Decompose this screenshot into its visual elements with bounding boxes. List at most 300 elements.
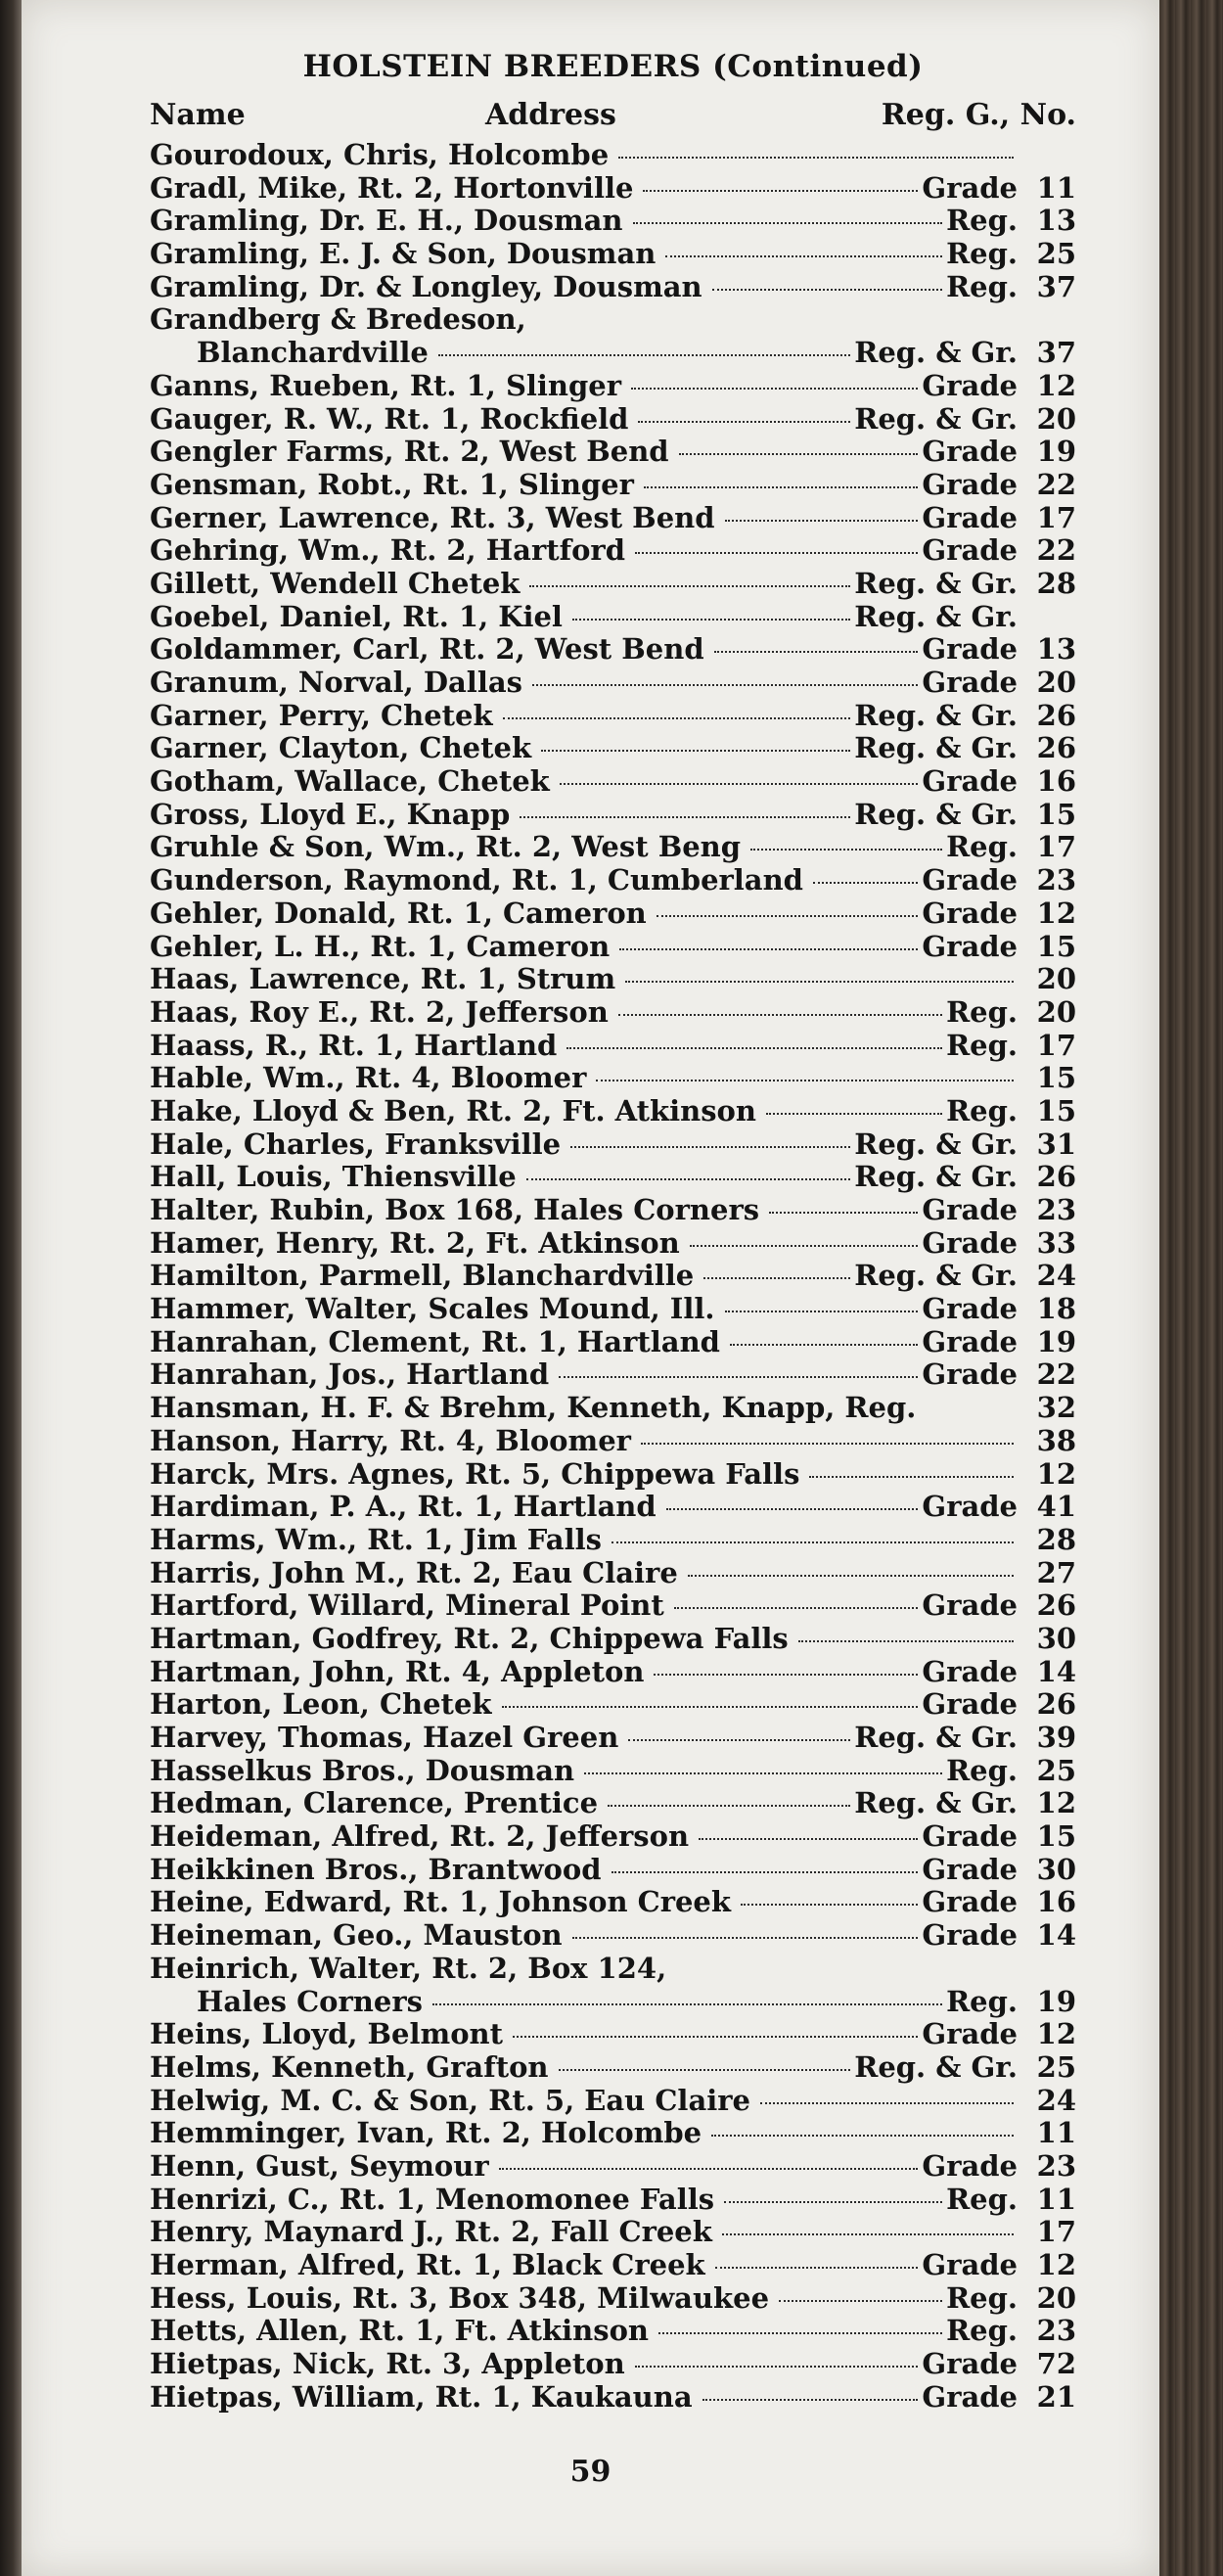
dot-leader: [813, 882, 918, 884]
registration-status: Grade: [922, 1225, 1018, 1260]
registration-status: Reg. & Gr.: [854, 336, 1018, 370]
page-number: 59: [569, 2455, 612, 2489]
herd-count: 26: [1036, 1687, 1076, 1722]
breeder-row: [130, 238, 1076, 271]
registration-status: Grade: [922, 1357, 1018, 1392]
breeder-name-address: Hietpas, William, Rt. 1, Kaukauna: [150, 2379, 693, 2414]
breeder-name-address: Gunderson, Raymond, Rt. 1, Cumberland: [150, 863, 803, 897]
dot-leader: [618, 157, 1014, 159]
column-header-name: Name: [150, 98, 246, 132]
herd-count: 15: [1036, 1819, 1076, 1854]
breeder-row: [130, 1787, 1076, 1820]
breeder-row: [130, 2216, 1076, 2249]
herd-count: 20: [1036, 2280, 1076, 2315]
dot-leader: [750, 849, 942, 851]
breeder-name-address: Hemminger, Ivan, Rt. 2, Holcombe: [150, 2116, 702, 2150]
dot-leader: [502, 1706, 919, 1708]
breeder-name-address: Gotham, Wallace, Chetek: [150, 764, 550, 799]
breeder-row: [130, 172, 1076, 206]
breeder-name-address: Heine, Edward, Rt. 1, Johnson Creek: [150, 1885, 731, 1919]
breeder-name-address: Hammer, Walter, Scales Mound, Ill.: [150, 1292, 715, 1326]
herd-count: 30: [1036, 1621, 1076, 1655]
dot-leader: [711, 2135, 1014, 2137]
herd-count: 33: [1036, 1225, 1076, 1260]
breeder-row: [130, 1425, 1076, 1458]
registration-status: Reg. & Gr.: [854, 401, 1018, 436]
breeder-row: [130, 337, 1076, 370]
breeder-name-address: Hardiman, P. A., Rt. 1, Hartland: [150, 1490, 657, 1524]
dot-leader: [628, 1739, 850, 1741]
dot-leader: [760, 2102, 1014, 2104]
breeder-name-address: Heineman, Geo., Mauston: [150, 1918, 563, 1953]
registration-status: Grade: [922, 1324, 1018, 1358]
breeder-name-address: Gramling, Dr. & Longley, Dousman: [150, 269, 702, 303]
breeder-name-address: Hetts, Allen, Rt. 1, Ft. Atkinson: [150, 2314, 649, 2348]
breeder-name-address: Gerner, Lawrence, Rt. 3, West Bend: [150, 500, 715, 534]
registration-status: Grade: [922, 2379, 1018, 2414]
herd-count: 12: [1036, 368, 1076, 402]
breeder-row: [130, 2117, 1076, 2150]
dot-leader: [633, 222, 943, 224]
breeder-name-address: Garner, Perry, Chetek: [150, 698, 493, 732]
registration-status: Reg. & Gr.: [854, 698, 1018, 732]
registration-status: Grade: [922, 666, 1018, 699]
dot-leader: [644, 486, 919, 488]
breeder-name-address: Gehler, Donald, Rt. 1, Cameron: [150, 896, 647, 930]
herd-count: 41: [1036, 1490, 1076, 1524]
registration-status: Grade: [922, 500, 1018, 534]
breeder-row: [130, 897, 1076, 931]
breeder-row: [130, 370, 1076, 403]
dot-leader: [572, 1937, 919, 1939]
dot-leader: [559, 2069, 851, 2071]
registration-status: Grade: [922, 929, 1018, 963]
breeder-name-address: Hale, Charles, Franksville: [150, 1127, 562, 1161]
herd-count: 38: [1036, 1423, 1076, 1457]
breeder-name-address: Gengler Farms, Rt. 2, West Bend: [150, 435, 669, 469]
breeder-name-address: Gehring, Wm., Rt. 2, Hartford: [150, 533, 625, 568]
dot-leader: [638, 421, 850, 423]
herd-count: 14: [1036, 1654, 1076, 1688]
breeder-row: [130, 765, 1076, 799]
breeder-name-address: Heikkinen Bros., Brantwood: [150, 1852, 602, 1886]
breeder-row: [130, 2085, 1076, 2118]
dot-leader: [798, 1640, 1014, 1642]
herd-count: 18: [1036, 1292, 1076, 1326]
breeder-name-address: Hales Corners: [197, 1984, 423, 2018]
herd-count: 27: [1036, 1555, 1076, 1589]
breeder-row: [130, 1194, 1076, 1227]
breeder-name-address: Harton, Leon, Chetek: [150, 1687, 492, 1722]
breeder-name-address: Herman, Alfred, Rt. 1, Black Creek: [150, 2248, 705, 2281]
herd-count: 12: [1036, 1786, 1076, 1820]
herd-count: 19: [1036, 435, 1076, 469]
herd-count: 39: [1036, 1721, 1076, 1754]
dot-leader: [596, 1080, 1014, 1081]
herd-count: 15: [1036, 929, 1076, 963]
breeder-row: [130, 1128, 1076, 1162]
breeder-name-address: Hake, Lloyd & Ben, Rt. 2, Ft. Atkinson: [150, 1093, 756, 1127]
breeder-row: [130, 1260, 1076, 1293]
breeder-row: [130, 831, 1076, 864]
breeder-row: [130, 667, 1076, 700]
dot-leader: [724, 2201, 942, 2203]
column-header-address: Address: [485, 98, 616, 132]
herd-count: 17: [1036, 830, 1076, 864]
registration-status: Reg.: [946, 2280, 1018, 2315]
breeder-name-address: Haas, Lawrence, Rt. 1, Strum: [150, 962, 616, 996]
dot-leader: [635, 552, 918, 554]
breeder-name-address: Granum, Norval, Dallas: [150, 666, 522, 699]
registration-status: Grade: [922, 1588, 1018, 1623]
dot-leader: [529, 585, 850, 587]
column-header-row: [130, 94, 1076, 137]
registration-status: Reg. & Gr.: [854, 1786, 1018, 1820]
breeder-row: [130, 1688, 1076, 1722]
herd-count: 28: [1036, 1522, 1076, 1556]
herd-count: 30: [1036, 1852, 1076, 1886]
dot-leader: [654, 1674, 918, 1676]
breeder-row: [130, 1030, 1076, 1063]
dot-leader: [766, 1113, 942, 1115]
registration-status: Grade: [922, 632, 1018, 667]
dot-leader: [612, 1541, 1014, 1543]
herd-count: 22: [1036, 1357, 1076, 1392]
registration-status: Reg.: [946, 1753, 1018, 1787]
breeder-row: [130, 534, 1076, 568]
registration-status: Reg. & Gr.: [854, 566, 1018, 600]
herd-count: 12: [1036, 2017, 1076, 2051]
registration-status: Reg. & Gr.: [854, 1160, 1018, 1194]
registration-status: Reg.: [946, 237, 1018, 271]
herd-count: 16: [1036, 1885, 1076, 1919]
breeder-name-address: Hietpas, Nick, Rt. 3, Appleton: [150, 2347, 625, 2381]
registration-status: Grade: [922, 435, 1018, 469]
breeder-row: [130, 1755, 1076, 1788]
registration-status: Reg. & Gr.: [854, 731, 1018, 765]
breeder-name-address: Hansman, H. F. & Brehm, Kenneth, Knapp, Reg.: [150, 1391, 917, 1425]
registration-status: Grade: [922, 1687, 1018, 1722]
dot-leader: [725, 520, 919, 522]
dot-leader: [520, 816, 850, 818]
registration-status: Grade: [922, 1885, 1018, 1919]
registration-status: Reg.: [946, 994, 1018, 1029]
breeder-name-address: Gramling, E. J. & Son, Dousman: [150, 237, 657, 271]
breeder-row: [130, 2348, 1076, 2381]
dot-leader: [513, 2036, 918, 2038]
breeder-name-address: Henn, Gust, Seymour: [150, 2148, 489, 2183]
column-header-registration: Reg. G., No.: [881, 98, 1076, 132]
page: [22, 0, 1159, 2576]
dot-leader: [725, 1311, 919, 1312]
herd-count: 20: [1036, 401, 1076, 436]
herd-count: 26: [1036, 1588, 1076, 1623]
herd-count: 26: [1036, 731, 1076, 765]
breeder-name-address: Hartford, Willard, Mineral Point: [150, 1588, 664, 1623]
breeder-name-address: Blanchardville: [197, 336, 429, 370]
dot-leader: [690, 1245, 919, 1247]
dot-leader: [809, 1476, 1014, 1478]
breeder-name-address: Goldammer, Carl, Rt. 2, West Bend: [150, 632, 704, 667]
breeder-row: [130, 2150, 1076, 2184]
breeder-row: [130, 1886, 1076, 1919]
registration-status: Grade: [922, 170, 1018, 205]
registration-status: Grade: [922, 1490, 1018, 1524]
herd-count: 12: [1036, 2248, 1076, 2281]
breeder-row: [130, 1854, 1076, 1887]
dot-leader: [559, 1376, 918, 1378]
herd-count: 32: [1036, 1391, 1076, 1425]
dot-leader: [635, 2366, 919, 2368]
breeder-row: [130, 139, 1076, 172]
breeder-name-address: Gradl, Mike, Rt. 2, Hortonville: [150, 170, 634, 205]
registration-status: Reg. & Gr.: [854, 599, 1018, 633]
registration-status: Grade: [922, 2017, 1018, 2051]
breeder-row: [130, 1227, 1076, 1261]
breeder-name-address: Hamer, Henry, Rt. 2, Ft. Atkinson: [150, 1225, 680, 1260]
herd-count: 20: [1036, 666, 1076, 699]
breeder-name-address: Garner, Clayton, Chetek: [150, 731, 532, 765]
dot-leader: [702, 2399, 919, 2401]
breeder-row: [130, 963, 1076, 996]
dot-leader: [641, 1443, 1014, 1445]
breeder-row: [130, 1986, 1076, 2019]
registration-status: Reg. & Gr.: [854, 1721, 1018, 1754]
dot-leader: [657, 915, 919, 917]
dot-leader: [503, 717, 851, 719]
breeder-row: [130, 1491, 1076, 1524]
herd-count: 13: [1036, 632, 1076, 667]
breeder-row: [130, 996, 1076, 1030]
herd-count: 12: [1036, 1456, 1076, 1491]
page-title: HOLSTEIN BREEDERS (Continued): [302, 49, 924, 84]
dot-leader: [679, 453, 919, 455]
dot-leader: [658, 2332, 942, 2334]
breeder-row: [130, 2381, 1076, 2415]
registration-status: Reg.: [946, 1984, 1018, 2018]
breeder-name-address: Hasselkus Bros., Dousman: [150, 1753, 575, 1787]
breeder-row: [130, 303, 1076, 337]
breeder-row: [130, 2184, 1076, 2217]
herd-count: 15: [1036, 797, 1076, 831]
registration-status: Grade: [922, 1292, 1018, 1326]
breeder-row: [130, 864, 1076, 897]
registration-status: Reg.: [946, 269, 1018, 303]
herd-count: 22: [1036, 533, 1076, 568]
breeder-name-address: Harvey, Thomas, Hazel Green: [150, 1721, 619, 1754]
herd-count: 20: [1036, 994, 1076, 1029]
breeder-row: [130, 732, 1076, 765]
dot-leader: [769, 1212, 918, 1214]
dot-leader: [499, 2168, 919, 2170]
herd-count: 23: [1036, 2314, 1076, 2348]
breeder-row: [130, 1458, 1076, 1492]
herd-count: 11: [1036, 170, 1076, 205]
dot-leader: [676, 1970, 1014, 1972]
dot-leader: [665, 255, 942, 257]
breeder-row: [130, 436, 1076, 469]
breeder-row: [130, 2249, 1076, 2282]
registration-status: Reg.: [946, 830, 1018, 864]
dot-leader: [714, 651, 919, 653]
dot-leader: [625, 981, 1014, 983]
registration-status: Reg.: [946, 2314, 1018, 2348]
breeder-row: [130, 1953, 1076, 1986]
breeder-name-address: Helwig, M. C. & Son, Rt. 5, Eau Claire: [150, 2083, 750, 2117]
breeder-row: [130, 799, 1076, 832]
registration-status: Grade: [922, 1918, 1018, 1953]
herd-count: 72: [1036, 2347, 1076, 2381]
registration-status: Reg.: [946, 1093, 1018, 1127]
breeder-row: [130, 601, 1076, 634]
dot-leader: [722, 2233, 1014, 2235]
breeder-row: [130, 1062, 1076, 1095]
breeder-name-address: Harms, Wm., Rt. 1, Jim Falls: [150, 1522, 602, 1556]
herd-count: 24: [1036, 1259, 1076, 1293]
breeder-name-address: Goebel, Daniel, Rt. 1, Kiel: [150, 599, 563, 633]
registration-status: Grade: [922, 1193, 1018, 1226]
dot-leader: [612, 1871, 919, 1873]
breeder-row: [130, 1358, 1076, 1392]
breeder-row: [130, 2018, 1076, 2051]
registration-status: Reg. & Gr.: [854, 2049, 1018, 2084]
breeder-name-address: Henrizi, C., Rt. 1, Menomonee Falls: [150, 2182, 715, 2216]
breeder-name-address: Gramling, Dr. E. H., Dousman: [150, 204, 623, 238]
herd-count: 26: [1036, 1160, 1076, 1194]
left-binding-edge: [0, 0, 22, 2576]
breeder-row: [130, 271, 1076, 304]
herd-count: 25: [1036, 237, 1076, 271]
herd-count: 26: [1036, 698, 1076, 732]
registration-status: Grade: [922, 533, 1018, 568]
dot-leader: [541, 750, 850, 752]
breeder-row: [130, 1820, 1076, 1854]
breeder-name-address: Hamilton, Parmell, Blanchardville: [150, 1259, 695, 1293]
dot-leader: [703, 1277, 850, 1279]
dot-leader: [674, 1607, 919, 1609]
dot-leader: [560, 783, 919, 785]
registration-status: Grade: [922, 764, 1018, 799]
herd-count: 14: [1036, 1918, 1076, 1953]
breeder-row: [130, 1095, 1076, 1128]
breeder-row: [130, 502, 1076, 535]
breeder-name-address: Hanrahan, Clement, Rt. 1, Hartland: [150, 1324, 720, 1358]
breeder-name-address: Gillett, Wendell Chetek: [150, 566, 521, 600]
breeder-row: [130, 1623, 1076, 1656]
registration-status: Grade: [922, 863, 1018, 897]
breeder-row: [130, 568, 1076, 601]
registration-status: Grade: [922, 1654, 1018, 1688]
breeder-row: [130, 1589, 1076, 1623]
breeder-name-address: Hartman, John, Rt. 4, Appleton: [150, 1654, 645, 1688]
herd-count: 12: [1036, 896, 1076, 930]
herd-count: 17: [1036, 500, 1076, 534]
herd-count: 11: [1036, 2182, 1076, 2216]
dot-leader: [631, 388, 918, 390]
herd-count: 13: [1036, 204, 1076, 238]
registration-status: Grade: [922, 1852, 1018, 1886]
breeder-name-address: Hedman, Clarence, Prentice: [150, 1786, 599, 1820]
dot-leader: [618, 1014, 942, 1016]
herd-count: 24: [1036, 2083, 1076, 2117]
breeder-name-address: Helms, Kenneth, Grafton: [150, 2049, 549, 2084]
herd-count: 17: [1036, 2215, 1076, 2249]
breeder-list: [130, 139, 1076, 2414]
registration-status: Grade: [922, 2347, 1018, 2381]
registration-status: Reg. & Gr.: [854, 1127, 1018, 1161]
dot-leader: [666, 1508, 919, 1510]
breeder-name-address: Haass, R., Rt. 1, Hartland: [150, 1028, 558, 1062]
registration-status: Reg.: [946, 1028, 1018, 1062]
breeder-row: [130, 1656, 1076, 1689]
registration-status: Grade: [922, 368, 1018, 402]
breeder-name-address: Haas, Roy E., Rt. 2, Jefferson: [150, 994, 609, 1029]
breeder-name-address: Ganns, Rueben, Rt. 1, Slinger: [150, 368, 622, 402]
herd-count: 19: [1036, 1324, 1076, 1358]
dot-leader: [532, 684, 918, 686]
herd-count: 22: [1036, 467, 1076, 501]
breeder-row: [130, 700, 1076, 733]
herd-count: 28: [1036, 566, 1076, 600]
breeder-name-address: Heideman, Alfred, Rt. 2, Jefferson: [150, 1819, 690, 1854]
dot-leader: [608, 1805, 850, 1807]
breeder-name-address: Harck, Mrs. Agnes, Rt. 5, Chippewa Falls: [150, 1456, 800, 1491]
breeder-row: [130, 403, 1076, 437]
breeder-row: [130, 2282, 1076, 2316]
breeder-name-address: Hartman, Godfrey, Rt. 2, Chippewa Falls: [150, 1621, 789, 1655]
dot-leader: [715, 2267, 919, 2269]
herd-count: 19: [1036, 1984, 1076, 2018]
breeder-row: [130, 1557, 1076, 1590]
breeder-name-address: Heinrich, Walter, Rt. 2, Box 124,: [150, 1951, 667, 1985]
breeder-name-address: Gauger, R. W., Rt. 1, Rockfield: [150, 401, 629, 436]
dot-leader: [584, 1772, 942, 1774]
breeder-name-address: Gross, Lloyd E., Knapp: [150, 797, 511, 831]
breeder-row: [130, 1524, 1076, 1557]
registration-status: Grade: [922, 2248, 1018, 2281]
breeder-row: [130, 1293, 1076, 1326]
dot-leader: [438, 354, 850, 356]
dot-leader: [572, 619, 850, 621]
herd-count: 15: [1036, 1093, 1076, 1127]
herd-count: 23: [1036, 2148, 1076, 2183]
right-binding-edge: [1159, 0, 1223, 2576]
breeder-name-address: Gourodoux, Chris, Holcombe: [150, 138, 610, 171]
herd-count: 23: [1036, 1193, 1076, 1226]
registration-status: Reg. & Gr.: [854, 797, 1018, 831]
dot-leader: [619, 948, 918, 950]
registration-status: Grade: [922, 2148, 1018, 2183]
breeder-row: [130, 2051, 1076, 2085]
breeder-row: [130, 1919, 1076, 1953]
herd-count: 15: [1036, 1061, 1076, 1095]
registration-status: Reg. & Gr.: [854, 1259, 1018, 1293]
herd-count: 37: [1036, 269, 1076, 303]
registration-status: Grade: [922, 896, 1018, 930]
registration-status: Grade: [922, 1819, 1018, 1854]
dot-leader: [432, 2003, 942, 2005]
herd-count: 31: [1036, 1127, 1076, 1161]
dot-leader: [566, 1047, 942, 1049]
breeder-row: [130, 1392, 1076, 1425]
breeder-row: [130, 469, 1076, 502]
breeder-name-address: Harris, John M., Rt. 2, Eau Claire: [150, 1555, 678, 1589]
dot-leader: [730, 1344, 918, 1346]
dot-leader: [699, 1838, 918, 1840]
dot-leader: [536, 321, 1014, 323]
dot-leader: [526, 1178, 851, 1180]
registration-status: Reg.: [946, 204, 1018, 238]
